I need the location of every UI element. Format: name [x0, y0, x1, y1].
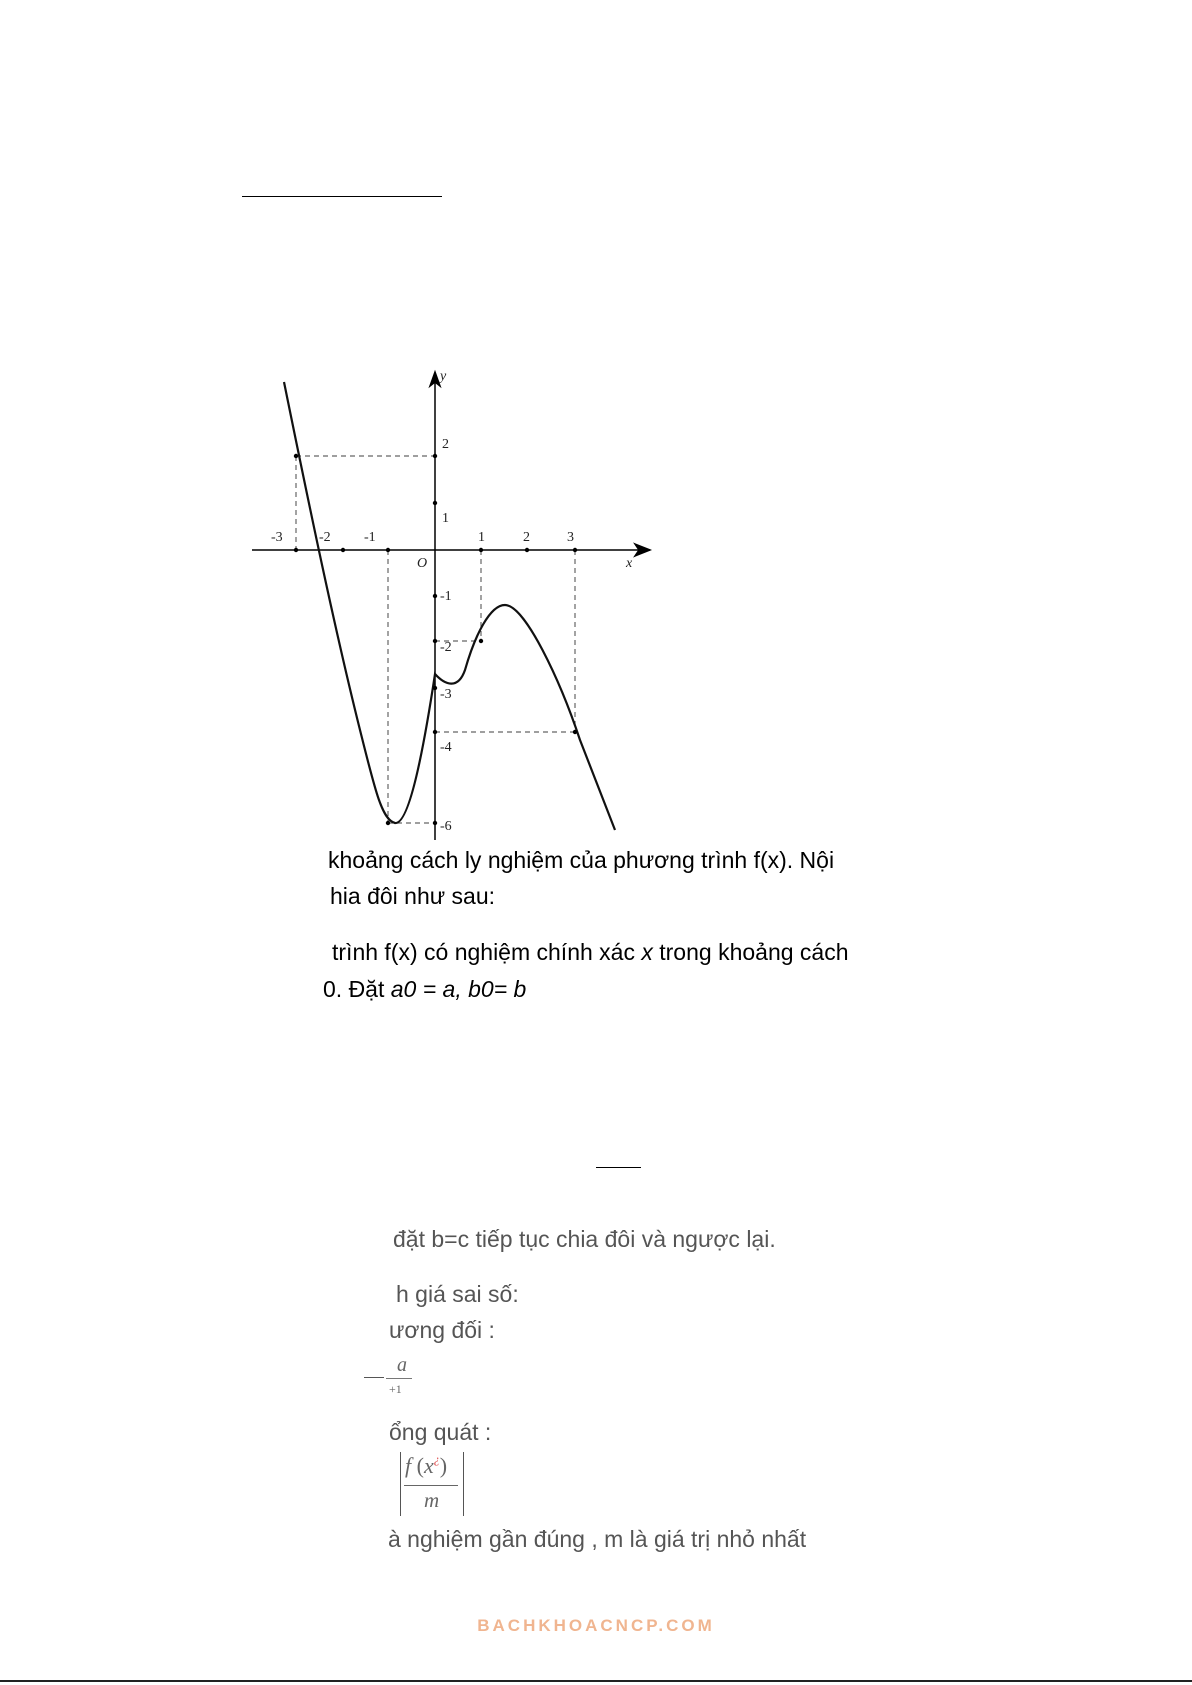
text-line-3	[332, 938, 849, 966]
y-tick-label: -2	[440, 640, 452, 655]
x-tick-label: 2	[523, 530, 530, 545]
x-tick-label: 1	[478, 530, 485, 545]
abs-numerator: f (x¿)	[405, 1452, 448, 1478]
page-bottom-rule	[0, 1680, 1192, 1682]
tick-dot	[433, 501, 437, 505]
text-line-1: khoảng cách ly nghiệm của phương trình f(x). Nội	[328, 847, 835, 873]
y-tick-label: 2	[442, 437, 449, 452]
text-line-3-b: trong khoảng cách	[652, 939, 849, 965]
curve	[284, 382, 615, 830]
text-line-7: ương đối :	[389, 1317, 495, 1343]
fraction-bar	[386, 1378, 412, 1379]
y-tick-label: -6	[440, 819, 452, 834]
tick-dot	[479, 639, 483, 643]
tick-dot	[433, 730, 437, 734]
tick-labels	[271, 369, 633, 834]
tick-dot	[386, 548, 390, 552]
tick-dot	[386, 821, 390, 825]
text-line-8: ổng quát :	[389, 1419, 492, 1445]
fraction-dash	[364, 1377, 384, 1378]
text-line-2: hia đôi như sau:	[330, 883, 496, 909]
text-line-4-b: a0 = a, b0= b	[390, 976, 527, 1002]
tick-dot	[573, 730, 577, 734]
y-tick-label: 1	[442, 511, 449, 526]
abs-denominator: m	[424, 1488, 440, 1512]
tick-dot	[294, 454, 298, 458]
graph-svg	[240, 360, 680, 840]
short-rule	[596, 1167, 641, 1168]
x-tick-label: -1	[364, 530, 376, 545]
header-rule	[242, 196, 442, 197]
tick-dot	[433, 639, 437, 643]
fraction-numerator: a	[397, 1354, 407, 1376]
tick-dot	[525, 548, 529, 552]
y-tick-label: -3	[440, 687, 452, 702]
x-tick-label: 3	[567, 530, 574, 545]
abs-num-f: f	[405, 1453, 412, 1478]
fraction-denominator: +1	[389, 1382, 402, 1396]
y-tick-label: -4	[440, 740, 452, 755]
text-line-9: à nghiệm gần đúng , m là giá trị nhỏ nhất	[388, 1526, 807, 1552]
text-line-4	[323, 975, 526, 1003]
abs-num-x: x	[423, 1453, 434, 1478]
tick-dot	[341, 548, 345, 552]
tick-dot	[479, 548, 483, 552]
origin-label: O	[417, 556, 428, 571]
y-axis-label: y	[440, 369, 447, 384]
text-line-4-a: 0. Đặt	[323, 976, 391, 1002]
axes	[252, 372, 650, 840]
tick-dot	[433, 821, 437, 825]
text-line-6: h giá sai số:	[396, 1281, 519, 1307]
tick-dot	[433, 594, 437, 598]
abs-fraction-bar	[404, 1485, 458, 1486]
tick-dot	[433, 454, 437, 458]
tick-dot	[433, 686, 437, 690]
tick-dot	[294, 548, 298, 552]
x-axis-label: x	[626, 556, 633, 571]
text-line-3-a: trình f(x) có nghiệm chính xác	[332, 939, 642, 965]
y-tick-label: -1	[440, 589, 452, 604]
x-tick-label: -3	[271, 530, 283, 545]
tick-dot	[573, 548, 577, 552]
watermark: BACHKHOACNCP.COM	[477, 1616, 715, 1635]
x-tick-label: -2	[319, 530, 331, 545]
text-line-5: đặt b=c tiếp tục chia đôi và ngược lại.	[393, 1226, 776, 1252]
text-line-3-x: x	[641, 939, 653, 965]
function-graph	[240, 360, 680, 840]
